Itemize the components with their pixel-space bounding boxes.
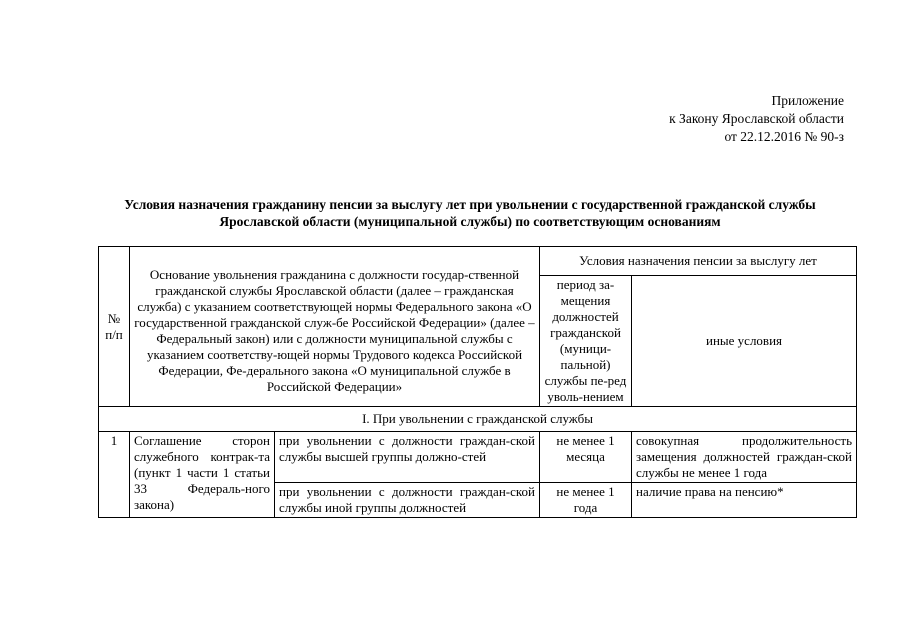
appendix-block: [669, 92, 844, 146]
header-period: период за-мещения должностей гражданской (муници-пальной) службы пе-ред уволь-нением: [540, 276, 632, 407]
header-num: № п/п: [99, 247, 130, 407]
header-conditions: Условия назначения пенсии за выслугу лет: [540, 247, 857, 276]
pension-conditions-table: [98, 246, 857, 518]
row-basis: Соглашение сторон служебного контрак-та (пункт 1 части 1 статьи 33 Федераль-ного закона): [130, 432, 275, 518]
appendix-date-number: от 22.12.2016 № 90-з: [724, 129, 844, 144]
header-row-1: [99, 247, 857, 276]
row-num: 1: [99, 432, 130, 518]
sub-period: не менее 1 месяца: [540, 432, 632, 483]
header-basis: Основание увольнения гражданина с должности государ-ственной гражданской службы Ярославской области (далее – гражданская служба) с указанием соответствующей нормы Федерального закона «О государственной гражданской служ-бе Российской Федерации» (далее – Федеральный закон) или с должности муниципальной службы с указанием соответству-ющей нормы Трудового кодекса Российской Федерации, Фе-дерального закона «О муниципальной службе в Российской Федерации»: [130, 247, 540, 407]
appendix-label: Приложение: [771, 93, 844, 108]
header-other: иные условия: [632, 276, 857, 407]
table-row: [99, 432, 857, 483]
section-title: I. При увольнении с гражданской службы: [99, 407, 857, 432]
sub-desc: при увольнении с должности граждан-ской службы высшей группы должно-стей: [275, 432, 540, 483]
sub-other: наличие права на пенсию*: [632, 483, 857, 518]
sub-desc: при увольнении с должности граждан-ской службы иной группы должностей: [275, 483, 540, 518]
appendix-law: к Закону Ярославской области: [669, 111, 844, 126]
document-title: Условия назначения гражданину пенсии за выслугу лет при увольнении с государственной гражданской службы Ярославской области (муниципальной службы) по соответствующим основаниям: [124, 197, 816, 229]
section-row: [99, 407, 857, 432]
sub-period: не менее 1 года: [540, 483, 632, 518]
sub-other: совокупная продолжительность замещения должностей граждан-ской службы не менее 1 года: [632, 432, 857, 483]
